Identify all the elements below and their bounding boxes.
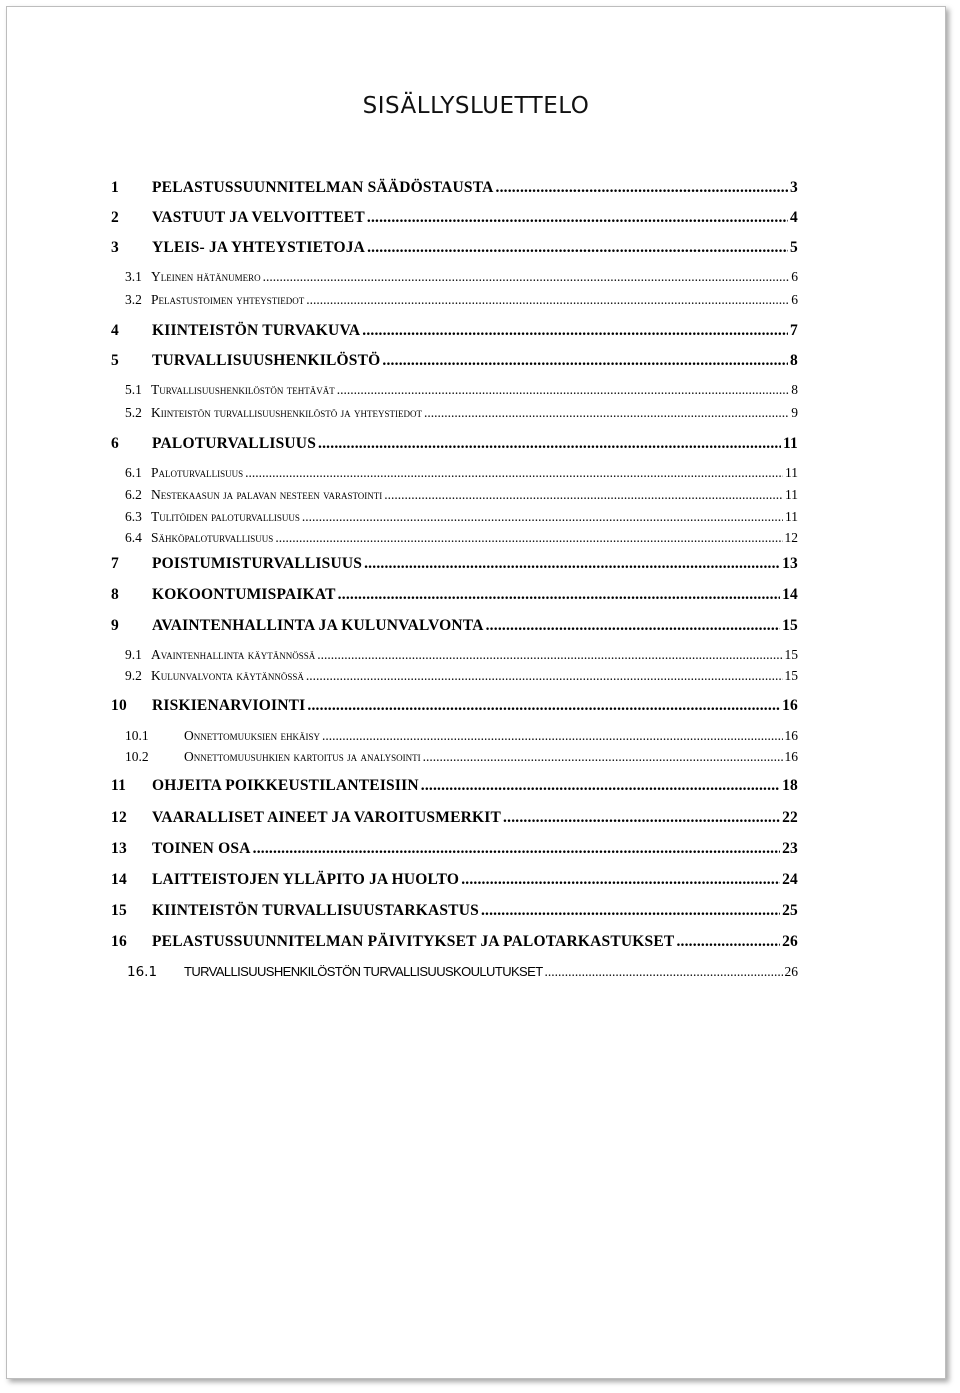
toc-entry-page: 16 <box>784 749 798 764</box>
dot-leader <box>461 871 780 889</box>
dot-leader <box>424 405 789 421</box>
toc-entry-label: PALOTURVALLISUUS <box>152 435 317 452</box>
dot-leader <box>322 728 783 744</box>
toc-entry-label: OHJEITA POIKKEUSTILANTEISIIN <box>152 777 419 794</box>
toc-entry-page: 8 <box>791 382 798 397</box>
toc-entry-number: 16 <box>111 933 127 950</box>
toc-entry-number: 10 <box>111 697 127 714</box>
dot-leader <box>318 435 781 453</box>
toc-entry-number: 9.1 <box>125 647 142 662</box>
toc-entry-page: 8 <box>790 352 798 369</box>
toc-entry-label: Onnettomuusuhkien kartoitus ja analysointi <box>184 749 421 764</box>
toc-entry-page: 26 <box>782 933 798 950</box>
toc-entry-number: 3.1 <box>125 269 142 284</box>
toc-entry-label: Paloturvallisuus <box>151 465 244 480</box>
toc-entry-number: 6.2 <box>125 487 142 502</box>
toc-entry-number: 5.1 <box>125 382 142 397</box>
toc-entry-label: VASTUUT JA VELVOITTEET <box>152 209 365 226</box>
dot-leader <box>306 668 783 684</box>
toc-entry-label: KIINTEISTÖN TURVAKUVA <box>152 322 361 339</box>
toc-entry-label: YLEIS- JA YHTEYSTIETOJA <box>152 239 366 256</box>
toc-entry-page: 11 <box>785 487 798 502</box>
dot-leader <box>421 777 780 795</box>
toc-entry-label: Sähköpaloturvallisuus <box>151 530 274 545</box>
toc-entry-number: 14 <box>111 871 127 888</box>
toc-entry-number: 6.1 <box>125 465 142 480</box>
dot-leader <box>317 647 782 663</box>
dot-leader <box>367 239 788 257</box>
toc-entry-label: TURVALLISUUSHENKILÖSTÖ <box>152 352 381 369</box>
dot-leader <box>481 902 780 920</box>
dot-leader <box>302 509 783 525</box>
toc-entry-number: 7 <box>111 555 119 572</box>
dot-leader <box>362 322 788 340</box>
toc-entry-number: 11 <box>111 777 127 794</box>
dot-leader <box>253 840 780 858</box>
toc-entry-page: 9 <box>791 405 798 420</box>
toc-entry-label: TOINEN OSA <box>152 840 251 857</box>
dot-leader <box>306 292 789 308</box>
dot-leader <box>486 617 781 635</box>
toc-entry-page: 6 <box>791 292 798 307</box>
toc-entry-number: 4 <box>111 322 119 339</box>
dot-leader <box>676 933 780 951</box>
toc-entry-page: 16 <box>782 697 798 714</box>
table-of-contents <box>7 7 945 1378</box>
toc-entry-label: AVAINTENHALLINTA JA KULUNVALVONTA <box>152 617 484 634</box>
toc-entry-label: PELASTUSSUUNNITELMAN PÄIVITYKSET JA PALOTARKASTUKSET <box>152 933 675 950</box>
toc-entry-number: 6.3 <box>125 509 142 524</box>
toc-entry-number: 5 <box>111 352 119 369</box>
dot-leader <box>423 749 783 765</box>
toc-entry-label: VAARALLISET AINEET JA VAROITUSMERKIT <box>152 809 502 826</box>
toc-entry-label: Onnettomuuksien ehkäisy <box>184 728 320 743</box>
toc-entry-number: 5.2 <box>125 405 142 420</box>
toc-entry-number: 10.2 <box>125 749 149 764</box>
toc-title: SISÄLLYSLUETTELO <box>362 93 590 119</box>
dot-leader <box>503 809 780 827</box>
toc-entry-page: 14 <box>782 586 798 603</box>
dot-leader <box>367 209 788 227</box>
toc-entry-label: Yleinen hätänumero <box>151 269 261 284</box>
toc-entry-label: POISTUMISTURVALLISUUS <box>152 555 363 572</box>
dot-leader <box>338 586 780 604</box>
toc-entry-number: 13 <box>111 840 127 857</box>
dot-leader <box>275 530 782 546</box>
dot-leader <box>496 179 789 197</box>
toc-entry-page: 11 <box>785 465 798 480</box>
toc-entry-page: 7 <box>790 322 798 339</box>
toc-entry-label: Tulitöiden paloturvallisuus <box>151 509 300 524</box>
toc-entry-page: 3 <box>790 179 798 196</box>
toc-entry-page: 15 <box>782 617 798 634</box>
toc-entry-number: 10.1 <box>125 728 149 743</box>
dot-leader <box>382 352 788 370</box>
toc-entry-page: 4 <box>790 209 798 226</box>
dot-leader <box>245 465 783 481</box>
toc-entry-label: KIINTEISTÖN TURVALLISUUSTARKASTUS <box>152 902 479 919</box>
toc-entry-label: Nestekaasun ja palavan nesteen varastointi <box>151 487 383 502</box>
toc-entry-page: 15 <box>784 647 798 662</box>
toc-entry-number: 15 <box>111 902 127 919</box>
toc-entry-label: TURVALLISUUSHENKILÖSTÖN TURVALLISUUSKOULUTUKSET <box>184 964 543 979</box>
toc-entry-page: 15 <box>784 668 798 683</box>
toc-entry-number: 1 <box>111 179 119 196</box>
toc-entry-page: 11 <box>782 435 798 452</box>
dot-leader <box>545 964 783 980</box>
toc-entry-label: Kiinteistön turvallisuushenkilöstö ja yhteystiedot <box>151 405 422 420</box>
toc-entry-page: 23 <box>782 840 798 857</box>
dot-leader <box>263 269 790 285</box>
toc-entry-number: 6.4 <box>125 530 142 545</box>
toc-entry-label: Turvallisuushenkilöstön tehtävät <box>151 382 335 397</box>
toc-entry-page: 22 <box>782 809 798 826</box>
dot-leader <box>384 487 783 503</box>
toc-entry-number: 8 <box>111 586 119 603</box>
toc-entry-label: RISKIENARVIOINTI <box>152 697 306 714</box>
dot-leader <box>307 697 780 715</box>
dot-leader <box>364 555 780 573</box>
toc-entry-number: 16.1 <box>127 964 158 980</box>
toc-entry-page: 11 <box>785 509 798 524</box>
toc-entry-label: LAITTEISTOJEN YLLÄPITO JA HUOLTO <box>152 871 460 888</box>
document-page <box>6 6 946 1379</box>
toc-entry-page: 13 <box>782 555 798 572</box>
toc-entry-label: PELASTUSSUUNNITELMAN SÄÄDÖSTAUSTA <box>152 179 494 196</box>
toc-entry-label: Pelastustoimen yhteystiedot <box>151 292 305 307</box>
toc-entry-page: 12 <box>784 530 798 545</box>
toc-entry-page: 25 <box>782 902 798 919</box>
toc-entry-page: 18 <box>782 777 798 794</box>
toc-entry-number: 2 <box>111 209 119 226</box>
toc-entry-label: Kulunvalvonta käytännössä <box>151 668 304 683</box>
toc-entry-number: 3.2 <box>125 292 142 307</box>
toc-entry-label: Avaintenhallinta käytännössä <box>151 647 316 662</box>
toc-entry-page: 26 <box>784 964 798 979</box>
toc-entry-page: 5 <box>790 239 798 256</box>
toc-entry-number: 3 <box>111 239 119 256</box>
toc-entry-page: 16 <box>784 728 798 743</box>
toc-entry-page: 24 <box>782 871 798 888</box>
toc-entry-label: KOKOONTUMISPAIKAT <box>152 586 336 603</box>
toc-entry-number: 9.2 <box>125 668 142 683</box>
toc-entry-number: 12 <box>111 809 127 826</box>
toc-entry-number: 9 <box>111 617 119 634</box>
toc-entry-number: 6 <box>111 435 119 452</box>
dot-leader <box>337 382 790 398</box>
toc-entry-page: 6 <box>791 269 798 284</box>
